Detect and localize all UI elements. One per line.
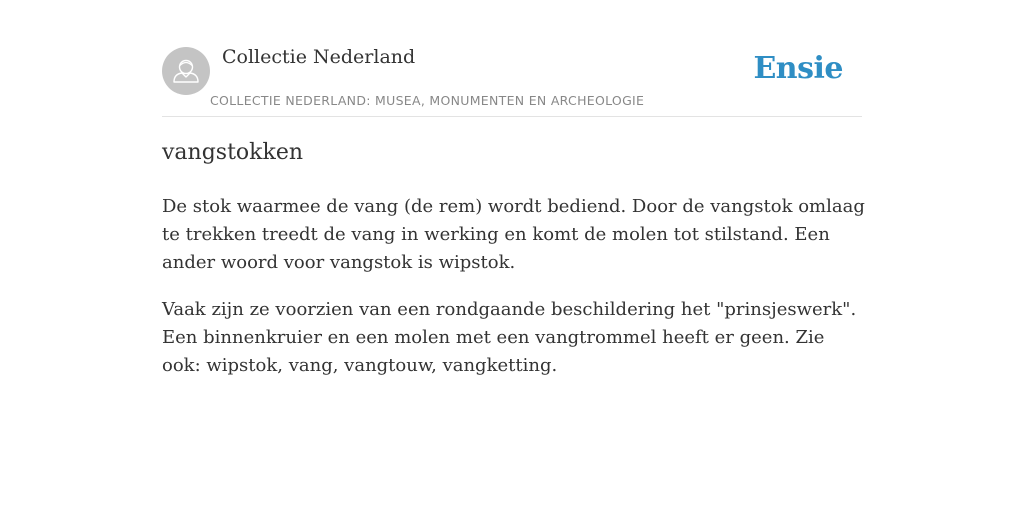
entry-definition (162, 193, 867, 399)
definition-paragraph: Vaak zijn ze voorzien van een rondgaande beschildering het "prinsjeswerk". Een binnenkruier en een molen met een vangtrommel heeft er geen. Zie ook: wipstok, vang, vangtouw, vangketting. (162, 299, 857, 376)
entry-term: vangstokken (162, 140, 304, 165)
entry-card (162, 0, 865, 512)
entry-header (162, 0, 862, 117)
definition-paragraph: De stok waarmee de vang (de rem) wordt bediend. Door de vangstok omlaag te trekken treedt de vang in werking en komt de molen tot stilstand. Een ander woord voor vangstok is wipstok. (162, 196, 865, 273)
ensie-logo[interactable]: Ensie (753, 51, 843, 86)
user-silhouette-icon (162, 47, 210, 95)
author-avatar[interactable] (162, 47, 210, 95)
author-name-link[interactable]: Collectie Nederland (222, 46, 416, 68)
source-label: COLLECTIE NEDERLAND: MUSEA, MONUMENTEN EN ARCHEOLOGIE (210, 93, 645, 108)
